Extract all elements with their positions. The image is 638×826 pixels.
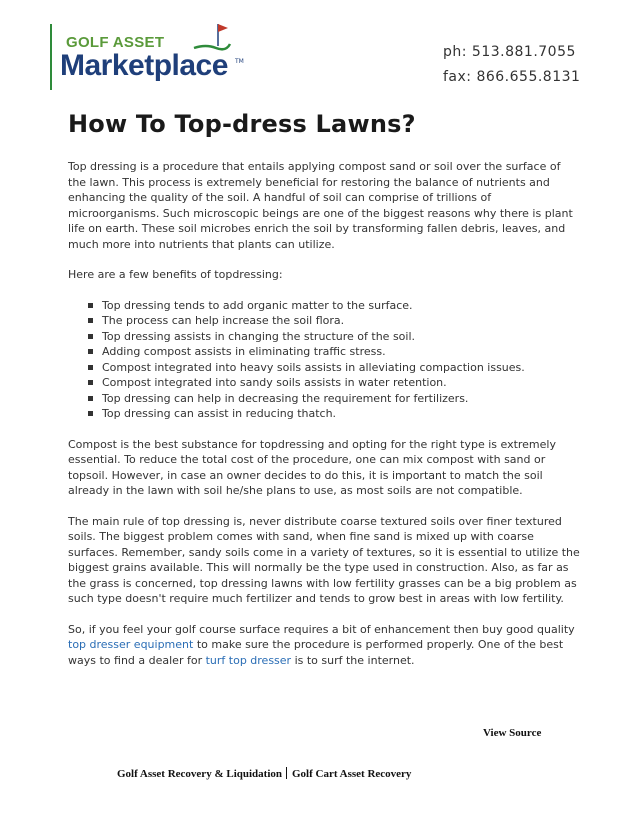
footer-separator [286,767,287,779]
benefits-list [68,298,580,422]
list-item [102,329,580,345]
bullet-icon [88,396,93,401]
logo-tagline: GOLF ASSET [66,34,165,51]
phone-number[interactable]: ph: 513.881.7055 [443,44,576,60]
list-item-text: Top dressing tends to add organic matter to the surface. [102,298,413,312]
closing-text-1: So, if you feel your golf course surface requires a bit of enhancement then buy good quality [68,622,575,636]
main-rule-paragraph: The main rule of top dressing is, never distribute coarse textured soils over finer textured soils. The biggest problem comes with sand, when fine sand is mixed up with coarse surfaces. Remember, sandy soils come in a variety of textures, so it is essential to utilize the biggest grains available. This will normally be the type used in construction. Also, as far as the grass is concerned, top dressing lawns with low fertility grasses can be a big problem as such type doesn't require much fertilizer and tends to grow best in areas with low fertility. [68,514,580,605]
list-item-text: Compost integrated into sandy soils assists in water retention. [102,376,447,389]
top-dresser-equipment-link[interactable]: top dresser equipment [68,638,194,651]
turf-top-dresser-link[interactable]: turf top dresser [205,653,292,667]
bullet-icon [88,365,93,370]
article-title: How To Top-dress Lawns? [68,110,416,138]
bullet-icon [88,303,93,308]
list-item-text: The process can help increase the soil flora. [102,314,345,327]
article-body [68,159,580,683]
golf-asset-recovery-link[interactable]: Golf Asset Recovery & Liquidation [117,768,282,780]
golf-cart-asset-recovery-link[interactable]: Golf Cart Asset Recovery [292,768,412,780]
list-item-text: Top dressing can assist in reducing thatch. [102,407,337,420]
list-item [102,391,580,407]
logo-divider [50,24,52,90]
benefits-lead: Here are a few benefits of topdressing: [68,268,283,281]
bullet-icon [88,349,93,354]
list-item [102,344,580,360]
golf-flag-icon [192,22,232,52]
bullet-icon [88,318,93,323]
intro-paragraph: Top dressing is a procedure that entails applying compost sand or soil over the surface of the lawn. This process is extremely beneficial for restoring the balance of nutrients and enhancing the quality of the soil. A handful of soil can comprise of trillions of microorganisms. Such microscopic beings are one of the biggest reasons why there is plant life on earth. These soil microbes enrich the soil by transforming fallen debris, leaves, and much more into nutrients that plants can utilize. [68,160,573,251]
bullet-icon [88,380,93,385]
logo-wordmark: Marketplace [60,49,228,82]
closing-paragraph [68,622,580,669]
list-item [102,375,580,391]
list-item-text: Adding compost assists in eliminating traffic stress. [102,345,386,358]
contact-info [443,40,580,90]
bullet-icon [88,411,93,416]
list-item [102,298,580,314]
company-logo[interactable] [50,24,250,90]
view-source-link[interactable]: View Source [483,727,542,739]
closing-text-2: to make sure the procedure is performed properly. One of the best ways to find a dealer for [68,638,564,667]
fax-number: fax: 866.655.8131 [443,69,581,85]
closing-text-3: is to surf the internet. [291,653,415,667]
list-item-text: Top dressing assists in changing the structure of the soil. [102,329,416,343]
bullet-icon [88,334,93,339]
list-item [102,313,580,329]
list-item [102,360,580,376]
list-item-text: Top dressing can help in decreasing the requirement for fertilizers. [102,391,469,405]
compost-paragraph: Compost is the best substance for topdressing and opting for the right type is extremely essential. To reduce the total cost of the procedure, one can mix compost with sand or topsoil. However, in case an owner decides to do this, it is important to match the soil already in the lawn with soil he/she plans to use, as most soils are not compatible. [68,437,556,497]
list-item [102,406,580,422]
list-item-text: Compost integrated into heavy soils assists in alleviating compaction issues. [102,360,525,374]
logo-trademark: TM [235,58,244,65]
footer-links [117,767,411,780]
